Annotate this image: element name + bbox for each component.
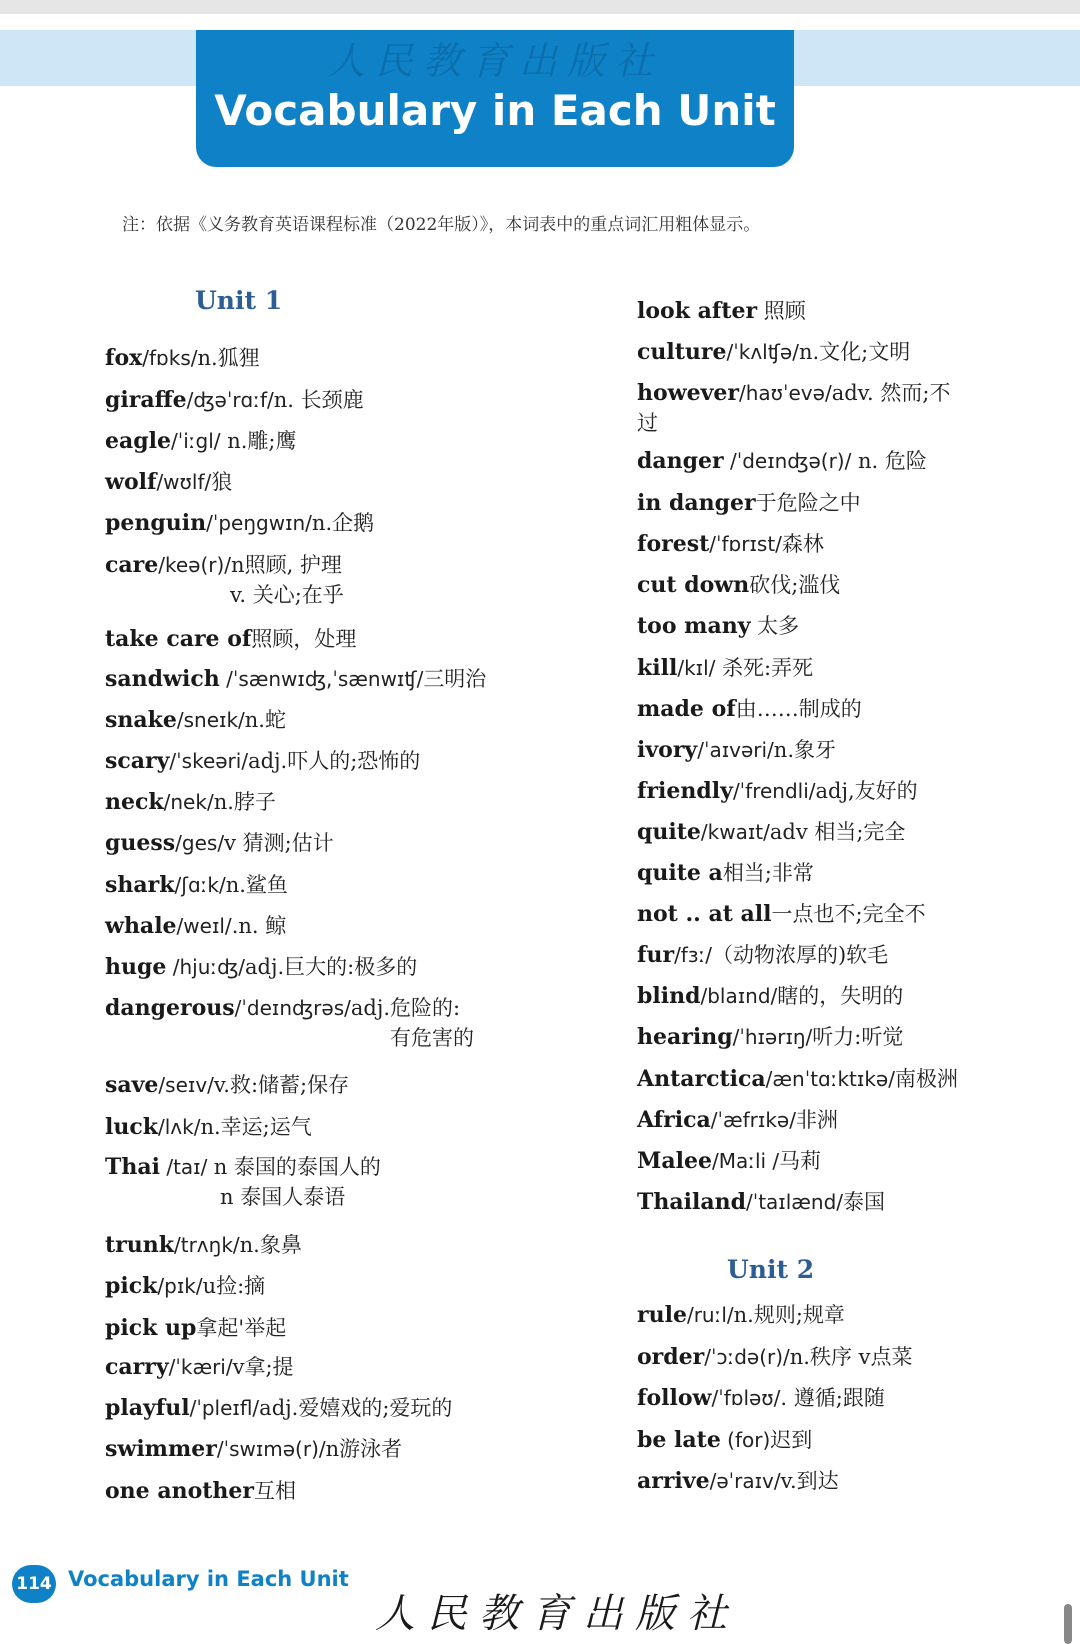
- vocab-phonetic: /seɪv/: [158, 1073, 214, 1097]
- vocab-word: guess: [105, 830, 176, 856]
- vocab-phonetic: /trʌŋk/: [174, 1233, 240, 1257]
- vocab-phonetic: /fɒks/: [142, 346, 198, 370]
- vocab-phonetic: /ʤəˈrɑːf/: [186, 388, 274, 412]
- vocab-entry: [105, 1352, 294, 1383]
- vocab-word: playful: [105, 1395, 190, 1421]
- vocab-meaning: adj.爱嬉戏的;爱玩的: [259, 1396, 453, 1420]
- vocab-meaning: n.脖子: [213, 790, 276, 814]
- vocab-word: wolf: [105, 469, 157, 495]
- vocab-entry: [105, 1313, 286, 1344]
- vocab-meaning: n. 长颈鹿: [273, 388, 364, 412]
- vocab-entry: [105, 911, 286, 942]
- vocab-meaning: v 猜测;估计: [224, 831, 334, 855]
- vocab-meaning: u捡:摘: [202, 1274, 266, 1298]
- vocab-word: care: [105, 552, 159, 578]
- vocab-phonetic: /ænˈtɑːktɪkə/: [765, 1067, 895, 1091]
- vocab-entry: [105, 705, 286, 736]
- vocab-entry: [637, 1105, 838, 1136]
- vocab-meaning: .n. 鲸: [231, 914, 287, 938]
- vocab-meaning: 南极洲: [894, 1067, 958, 1091]
- vocab-entry: [637, 1466, 839, 1497]
- vocab-phonetic: /ˈkæri/: [168, 1355, 233, 1379]
- vocab-entry: [105, 624, 356, 655]
- vocab-entry: [105, 746, 420, 777]
- vocab-meaning: 狼: [211, 470, 233, 494]
- vocab-phonetic: /ˈfɒrɪst/: [709, 532, 782, 556]
- vocab-phonetic: /lʌk/: [158, 1115, 201, 1139]
- vocab-word: Thai: [105, 1154, 160, 1180]
- vocab-word: friendly: [637, 778, 733, 804]
- vocab-word: order: [637, 1344, 705, 1370]
- vocab-word: kill: [637, 655, 678, 681]
- vocab-entry: [637, 817, 905, 848]
- vocab-entry: [105, 870, 288, 901]
- vocab-word: forest: [637, 531, 710, 557]
- vocab-entry: [105, 508, 374, 539]
- vocab-word: Thailand: [637, 1189, 746, 1215]
- vocab-entry: [637, 1022, 903, 1053]
- vocab-phonetic: /ˈkʌlʧə/: [726, 340, 799, 364]
- vocab-entry: [637, 570, 840, 601]
- vocab-word: cut down: [637, 572, 750, 598]
- vocab-word: in danger: [637, 490, 756, 516]
- vocab-phonetic: /ˈɔːdə(r)/: [704, 1345, 790, 1369]
- vocab-phonetic: /ˈæfrɪkə/: [710, 1108, 796, 1132]
- vocab-word: huge: [105, 954, 167, 980]
- vocab-entry: [637, 653, 813, 684]
- vocab-entry: [637, 694, 862, 725]
- page-title: Vocabulary in Each Unit: [214, 86, 776, 135]
- vocab-meaning: 照顾，处理: [251, 627, 357, 651]
- vocab-word: scary: [105, 748, 170, 774]
- vocab-phonetic: /taɪ/: [159, 1155, 214, 1179]
- publisher-watermark: 人民教育出版社: [326, 39, 663, 83]
- vocab-meaning: v.救:储蓄;保存: [213, 1073, 350, 1097]
- vocab-meaning: adj.巨大的:极多的: [245, 955, 418, 979]
- vocab-phonetic: /kɪl/: [677, 656, 716, 680]
- vocab-word: look after: [637, 298, 758, 324]
- vocab-entry: [637, 981, 903, 1012]
- vocab-word: be late: [637, 1427, 721, 1453]
- vocab-entry: [637, 337, 910, 368]
- vocab-meaning: adj.吓人的;恐怖的: [248, 749, 421, 773]
- vocab-phonetic: /ˈpleɪfl/: [189, 1396, 260, 1420]
- vocab-meaning: n.狐狸: [197, 346, 260, 370]
- vocab-meaning: 马莉: [779, 1149, 822, 1173]
- vocab-meaning: n 泰国的泰国人的: [213, 1155, 381, 1179]
- vocab-meaning: 三明治: [423, 667, 487, 691]
- vocab-entry: [637, 735, 836, 766]
- vocab-word: neck: [105, 789, 164, 815]
- vocab-phonetic: /ˈsænwɪʤ,ˈsænwɪʧ/: [219, 667, 424, 691]
- vocab-entry: [105, 550, 342, 581]
- vocab-meaning: 一点也不;完全不: [771, 902, 926, 926]
- vocab-meaning: 瞎的，失明的: [777, 984, 904, 1008]
- vocab-meaning: 相当;非常: [722, 861, 814, 885]
- vocab-word: giraffe: [105, 387, 187, 413]
- vocab-word: eagle: [105, 428, 171, 454]
- vocab-word: penguin: [105, 510, 207, 536]
- vocab-entry: [105, 343, 260, 374]
- vocab-entry: [637, 446, 927, 477]
- vocab-word: snake: [105, 707, 177, 733]
- vocab-meaning: n.文化;文明: [798, 340, 911, 364]
- vocab-meaning: v.到达: [780, 1469, 839, 1493]
- vocab-entry: [637, 1342, 913, 1373]
- vocab-phonetic: /hjuːʤ/: [166, 955, 246, 979]
- vocab-meaning: n. 危险: [851, 449, 927, 473]
- vocab-phonetic: /ˈaɪvəri/: [697, 738, 774, 762]
- vocab-phonetic: /sneɪk/: [176, 708, 245, 732]
- vocab-word: save: [105, 1072, 159, 1098]
- vocab-meaning-continued: 过: [637, 411, 658, 435]
- vocab-entry: [105, 1434, 402, 1465]
- vocab-entry: [105, 1393, 452, 1424]
- vocab-meaning: 照顾: [757, 299, 806, 323]
- vocab-entry: [105, 1070, 349, 1101]
- vocab-phonetic: /ˈfrendli/: [732, 779, 816, 803]
- vocab-meaning: . 遵循;跟随: [780, 1386, 885, 1410]
- vocab-meaning: n照顾, 护理: [231, 553, 342, 577]
- vocab-meaning: （动物浓厚的)软毛: [711, 943, 889, 967]
- vocab-meaning: 砍伐;滥伐: [749, 573, 841, 597]
- vocab-entry: [637, 529, 824, 560]
- unit-2-heading: Unit 2: [727, 1255, 815, 1284]
- vocab-word: take care of: [105, 626, 252, 652]
- vocab-phonetic: /kwaɪt/: [700, 820, 770, 844]
- vocab-meaning: n游泳者: [325, 1437, 403, 1461]
- vocab-meaning: n.蛇: [244, 708, 286, 732]
- vocab-entry: [105, 952, 417, 983]
- scrollbar-thumb[interactable]: [1064, 1604, 1072, 1644]
- vocab-entry: [105, 1152, 381, 1183]
- vocab-meaning: 互相: [254, 1479, 296, 1503]
- vocab-word: carry: [105, 1354, 169, 1380]
- vocab-entry: [637, 488, 861, 519]
- vocab-word: arrive: [637, 1468, 710, 1494]
- vocab-word: Africa: [637, 1107, 711, 1133]
- vocab-meaning: 泰国: [843, 1190, 886, 1214]
- vocab-entry: [105, 664, 486, 695]
- vocab-meaning: n.象牙: [773, 738, 836, 762]
- vocab-meaning: adv. 然而;不: [831, 381, 951, 405]
- vocab-word: not .. at all: [637, 901, 772, 927]
- vocab-phonetic: /Maːli /: [711, 1149, 780, 1173]
- vocab-meaning: v拿;提: [232, 1355, 294, 1379]
- vocab-entry: [637, 611, 799, 642]
- vocab-word: sandwich: [105, 666, 220, 692]
- vocab-meaning: 由……制成的: [735, 697, 862, 721]
- vocab-word: follow: [637, 1385, 712, 1411]
- vocab-entry: [105, 385, 364, 416]
- vocab-word: danger: [637, 448, 724, 474]
- vocab-word: fur: [637, 942, 675, 968]
- vocab-phonetic: /nek/: [163, 790, 214, 814]
- vocab-word: luck: [105, 1114, 158, 1140]
- vocab-word: ivory: [637, 737, 698, 763]
- vocab-entry: [637, 1300, 845, 1331]
- vocab-phonetic: /fɜː/: [674, 943, 712, 967]
- vocab-phonetic: /pɪk/: [157, 1274, 203, 1298]
- vocab-entry: [637, 1146, 821, 1177]
- vocab-word: whale: [105, 913, 177, 939]
- vocab-meaning: n.鲨鱼: [225, 873, 288, 897]
- vocab-entry: [105, 1476, 296, 1507]
- vocab-word: rule: [637, 1302, 687, 1328]
- vocab-word: blind: [637, 983, 701, 1009]
- vocab-entry: [105, 1112, 312, 1143]
- vocab-meaning: 拿起'举起: [196, 1316, 287, 1340]
- unit-1-heading: Unit 1: [195, 286, 283, 315]
- note-text: 注：依据《义务教育英语课程标准（2022年版）》，本词表中的重点词汇用粗体显示。: [122, 215, 761, 235]
- vocab-word: hearing: [637, 1024, 733, 1050]
- vocab-meaning: 太多: [750, 614, 800, 638]
- vocab-phonetic: /ruːl/: [686, 1303, 734, 1327]
- vocab-word: one another: [105, 1478, 254, 1504]
- vocab-word: too many: [637, 613, 751, 639]
- vocab-entry: [637, 940, 888, 971]
- vocab-phonetic: /weɪl/: [176, 914, 232, 938]
- vocab-entry: [637, 899, 926, 930]
- footer-title: Vocabulary in Each Unit: [68, 1567, 349, 1591]
- vocab-word: fox: [105, 345, 143, 371]
- vocab-entry: [105, 467, 232, 498]
- vocab-word: however: [637, 380, 739, 406]
- vocab-entry: [637, 858, 814, 889]
- vocab-word: pick up: [105, 1315, 197, 1341]
- vocab-meaning: 非洲: [795, 1108, 838, 1132]
- vocab-meaning: adj,友好的: [815, 779, 918, 803]
- vocab-entry: [105, 426, 296, 457]
- vocab-word: quite: [637, 819, 701, 845]
- vocab-meaning: n.雕;鹰: [220, 429, 297, 453]
- vocab-phonetic: /blaɪnd/: [700, 984, 778, 1008]
- vocab-phonetic: /ˈtaɪlænd/: [745, 1190, 844, 1214]
- vocab-word: shark: [105, 872, 175, 898]
- vocab-phonetic: /ˈdeɪnʤə(r)/: [723, 449, 852, 473]
- vocab-meaning-continued: 有危害的: [390, 1026, 474, 1050]
- vocab-word: Malee: [637, 1148, 712, 1174]
- vocab-entry: [105, 828, 334, 859]
- vocab-phonetic: /ˈfɒləʊ/: [711, 1386, 781, 1410]
- vocab-phonetic: /ˈiːgl/: [171, 429, 221, 453]
- vocab-phonetic: /wʊlf/: [156, 470, 212, 494]
- vocab-entry: [637, 776, 918, 807]
- vocab-word: made of: [637, 696, 736, 722]
- vocab-entry: [637, 1187, 885, 1218]
- vocab-phonetic: /əˈraɪv/: [709, 1469, 781, 1493]
- vocab-entry: [637, 296, 806, 327]
- vocab-entry: [637, 1064, 958, 1095]
- vocab-meaning: n.象鼻: [239, 1233, 302, 1257]
- vocab-meaning: n.规则;规章: [733, 1303, 845, 1327]
- top-rule: [0, 0, 1080, 14]
- vocab-phonetic: /ʃɑːk/: [174, 873, 226, 897]
- vocab-meaning: 于危险之中: [755, 491, 861, 515]
- vocab-meaning-continued: n 泰国人泰语: [220, 1185, 346, 1209]
- vocab-entry: [105, 993, 460, 1024]
- vocab-phonetic: (for): [720, 1428, 771, 1452]
- footer-watermark: 人民教育出版社: [375, 1591, 739, 1637]
- vocab-meaning-continued: v. 关心;在乎: [230, 583, 344, 607]
- vocab-word: culture: [637, 339, 727, 365]
- vocab-phonetic: /keə(r)/: [158, 553, 232, 577]
- vocab-phonetic: /ˈpeŋgwɪn/: [206, 511, 312, 535]
- vocab-meaning: n.企鹅: [311, 511, 375, 535]
- vocab-phonetic: /haʊˈevə/: [738, 381, 832, 405]
- page-number-badge: 114: [12, 1565, 56, 1603]
- vocab-meaning: adj.危险的:: [350, 996, 461, 1020]
- vocab-phonetic: /ges/: [175, 831, 225, 855]
- vocab-meaning: 听力:听觉: [812, 1025, 904, 1049]
- vocab-phonetic: /ˈdeɪnʤrəs/: [234, 996, 351, 1020]
- vocab-word: trunk: [105, 1232, 174, 1258]
- title-banner: [196, 30, 794, 167]
- vocab-entry: [105, 787, 276, 818]
- vocab-entry: [105, 1230, 302, 1261]
- vocab-word: dangerous: [105, 995, 235, 1021]
- vocab-phonetic: /ˈswɪmə(r)/: [216, 1437, 326, 1461]
- vocab-meaning: n.幸运;运气: [200, 1115, 312, 1139]
- vocab-word: Antarctica: [637, 1066, 766, 1092]
- vocab-entry: [637, 1383, 885, 1414]
- vocab-entry: [105, 1271, 265, 1302]
- vocab-entry: [637, 1425, 812, 1456]
- vocab-meaning: adv 相当;完全: [769, 820, 906, 844]
- vocab-entry: [637, 378, 950, 409]
- vocab-phonetic: /ˈskeəri/: [169, 749, 249, 773]
- vocab-word: quite a: [637, 860, 723, 886]
- vocab-meaning: 森林: [781, 532, 824, 556]
- vocab-meaning: 杀死:弄死: [715, 656, 814, 680]
- vocab-meaning: n.秩序 v点菜: [789, 1345, 913, 1369]
- vocab-phonetic: /ˈhɪərɪŋ/: [732, 1025, 813, 1049]
- vocab-word: swimmer: [105, 1436, 217, 1462]
- vocab-word: pick: [105, 1273, 158, 1299]
- vocab-meaning: 迟到: [770, 1428, 813, 1452]
